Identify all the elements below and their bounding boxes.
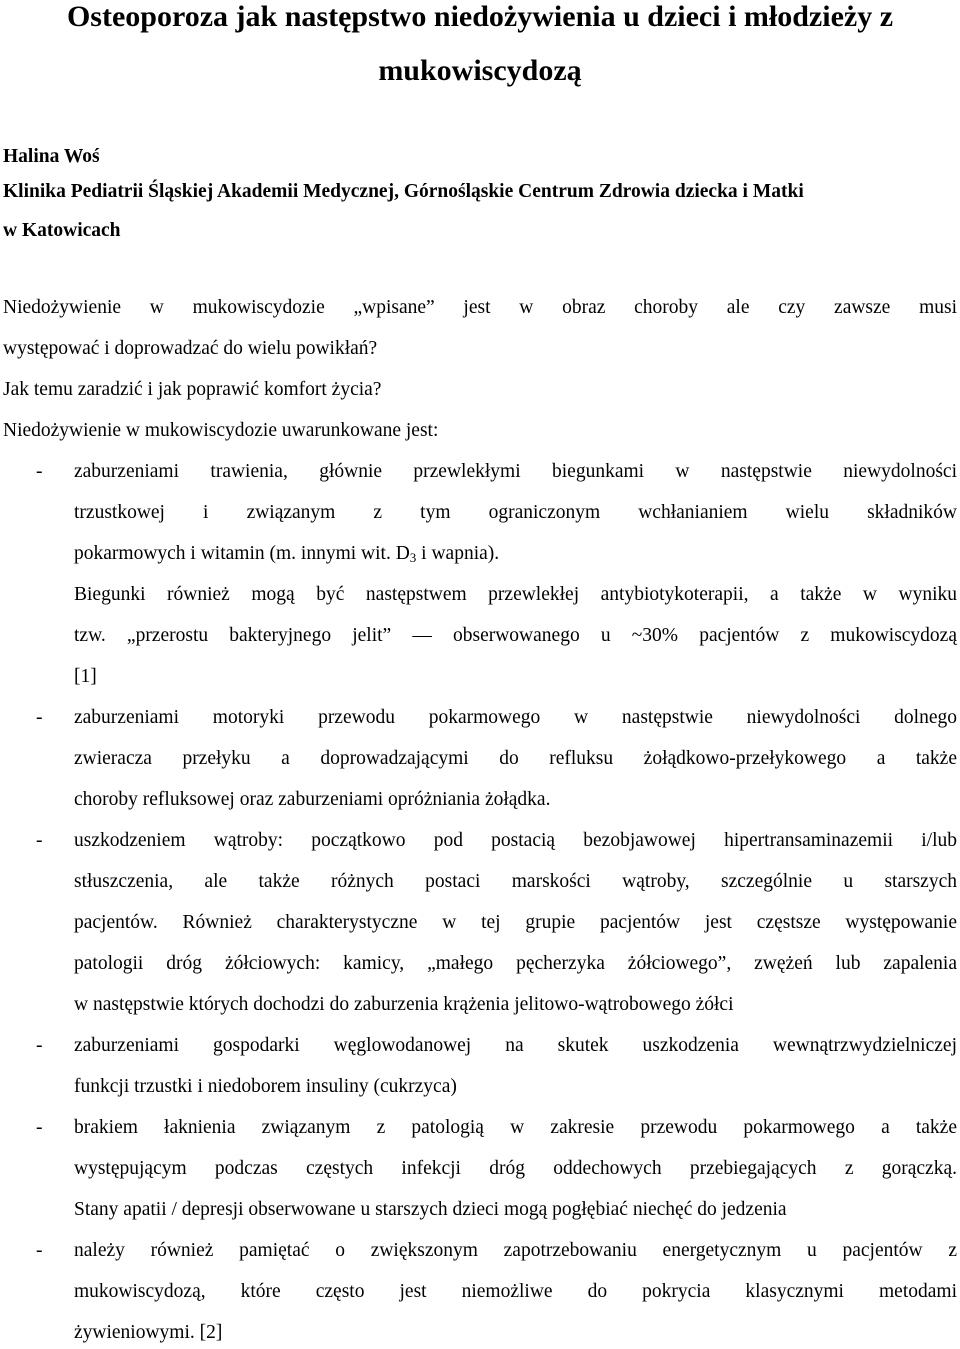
bullet-marker-2: - [36, 707, 43, 728]
bullet-3-line-5: w następstwie których dochodzi do zaburzenia krążenia jelitowo-wątrobowego żółci [74, 994, 734, 1015]
bullet-marker-3: - [36, 830, 43, 851]
bullet-1-line-4: Biegunki również mogą być następstwem przewlekłej antybiotykoterapii, a także w wyniku [74, 584, 957, 605]
bullet-marker-5: - [36, 1117, 43, 1138]
bullet-5-line-2: występującym podczas częstych infekcji dróg oddechowych przebiegających z gorączką. [74, 1158, 957, 1179]
affiliation-line-2: w Katowicach [3, 220, 121, 241]
bullet-6-line-3: żywieniowymi. [2] [74, 1322, 223, 1343]
bullet-5-line-3: Stany apatii / depresji obserwowane u starszych dzieci mogą pogłębiać niechęć do jedzenia [74, 1199, 787, 1220]
bullet-6-line-2: mukowiscydozą, które często jest niemożliwe do pokrycia klasycznymi metodami [74, 1281, 957, 1302]
bullet-3-line-3: pacjentów. Również charakterystyczne w tej grupie pacjentów jest częstsze występowanie [74, 912, 957, 933]
bullet-marker-1: - [36, 461, 43, 482]
bullet-1-line-3-end: i wapnia). [416, 543, 500, 564]
bullet-3-line-1: uszkodzeniem wątroby: początkowo pod postacią bezobjawowej hipertransaminazemii i/lub [74, 830, 957, 851]
bullet-2-line-2: zwieracza przełyku a doprowadzającymi do refluksu żołądkowo-przełykowego a także [74, 748, 957, 769]
bullet-4-line-2: funkcji trzustki i niedoborem insuliny (cukrzyca) [74, 1076, 457, 1097]
title-line-1: Osteoporoza jak następstwo niedożywienia u dzieci i młodzieży z [66, 0, 894, 33]
bullet-1-line-3-text: pokarmowych i witamin (m. innymi wit. D [74, 543, 410, 564]
bullet-5-line-1: brakiem łaknienia związanym z patologią w zakresie przewodu pokarmowego a także [74, 1117, 957, 1138]
bullet-1-line-2: trzustkowej i związanym z tym ograniczonym wchłanianiem wielu składników [74, 502, 957, 523]
bullet-2-line-3: choroby refluksowej oraz zaburzeniami opróżniania żołądka. [74, 789, 551, 810]
bullet-marker-6: - [36, 1240, 43, 1261]
vitamin-d-subscript: 3 [409, 550, 417, 565]
bullet-2-line-1: zaburzeniami motoryki przewodu pokarmowego w następstwie niewydolności dolnego [74, 707, 957, 728]
title-line-2: mukowiscydozą [378, 54, 582, 87]
bullet-1-line-1: zaburzeniami trawienia, głównie przewlekłymi biegunkami w następstwie niewydolności [74, 461, 957, 482]
bullet-1-line-3 [74, 542, 499, 566]
bullet-3-line-2: stłuszczenia, ale także różnych postaci marskości wątroby, szczególnie u starszych [74, 871, 957, 892]
intro-line-2: występować i doprowadzać do wielu powikłań? [3, 338, 378, 359]
intro-line-1: Niedożywienie w mukowiscydozie „wpisane” jest w obraz choroby ale czy zawsze musi [3, 297, 957, 318]
author-name: Halina Woś [3, 146, 100, 167]
bullet-marker-4: - [36, 1035, 43, 1056]
bullet-1-line-5: tzw. „przerostu bakteryjnego jelit” — obserwowanego u ~30% pacjentów z mukowiscydozą [74, 625, 957, 646]
bullet-3-line-4: patologii dróg żółciowych: kamicy, „małego pęcherzyka żółciowego”, zwężeń lub zapalenia [74, 953, 957, 974]
intro-line-3: Jak temu zaradzić i jak poprawić komfort życia? [3, 379, 382, 400]
bullet-6-line-1: należy również pamiętać o zwiększonym zapotrzebowaniu energetycznym u pacjentów z [74, 1240, 957, 1261]
intro-line-4: Niedożywienie w mukowiscydozie uwarunkowane jest: [3, 420, 439, 441]
bullet-1-line-6: [1] [74, 666, 97, 687]
affiliation-line-1: Klinika Pediatrii Śląskiej Akademii Medycznej, Górnośląskie Centrum Zdrowia dziecka i Matki [3, 181, 804, 202]
bullet-4-line-1: zaburzeniami gospodarki węglowodanowej na skutek uszkodzenia wewnątrzwydzielniczej [74, 1035, 957, 1056]
